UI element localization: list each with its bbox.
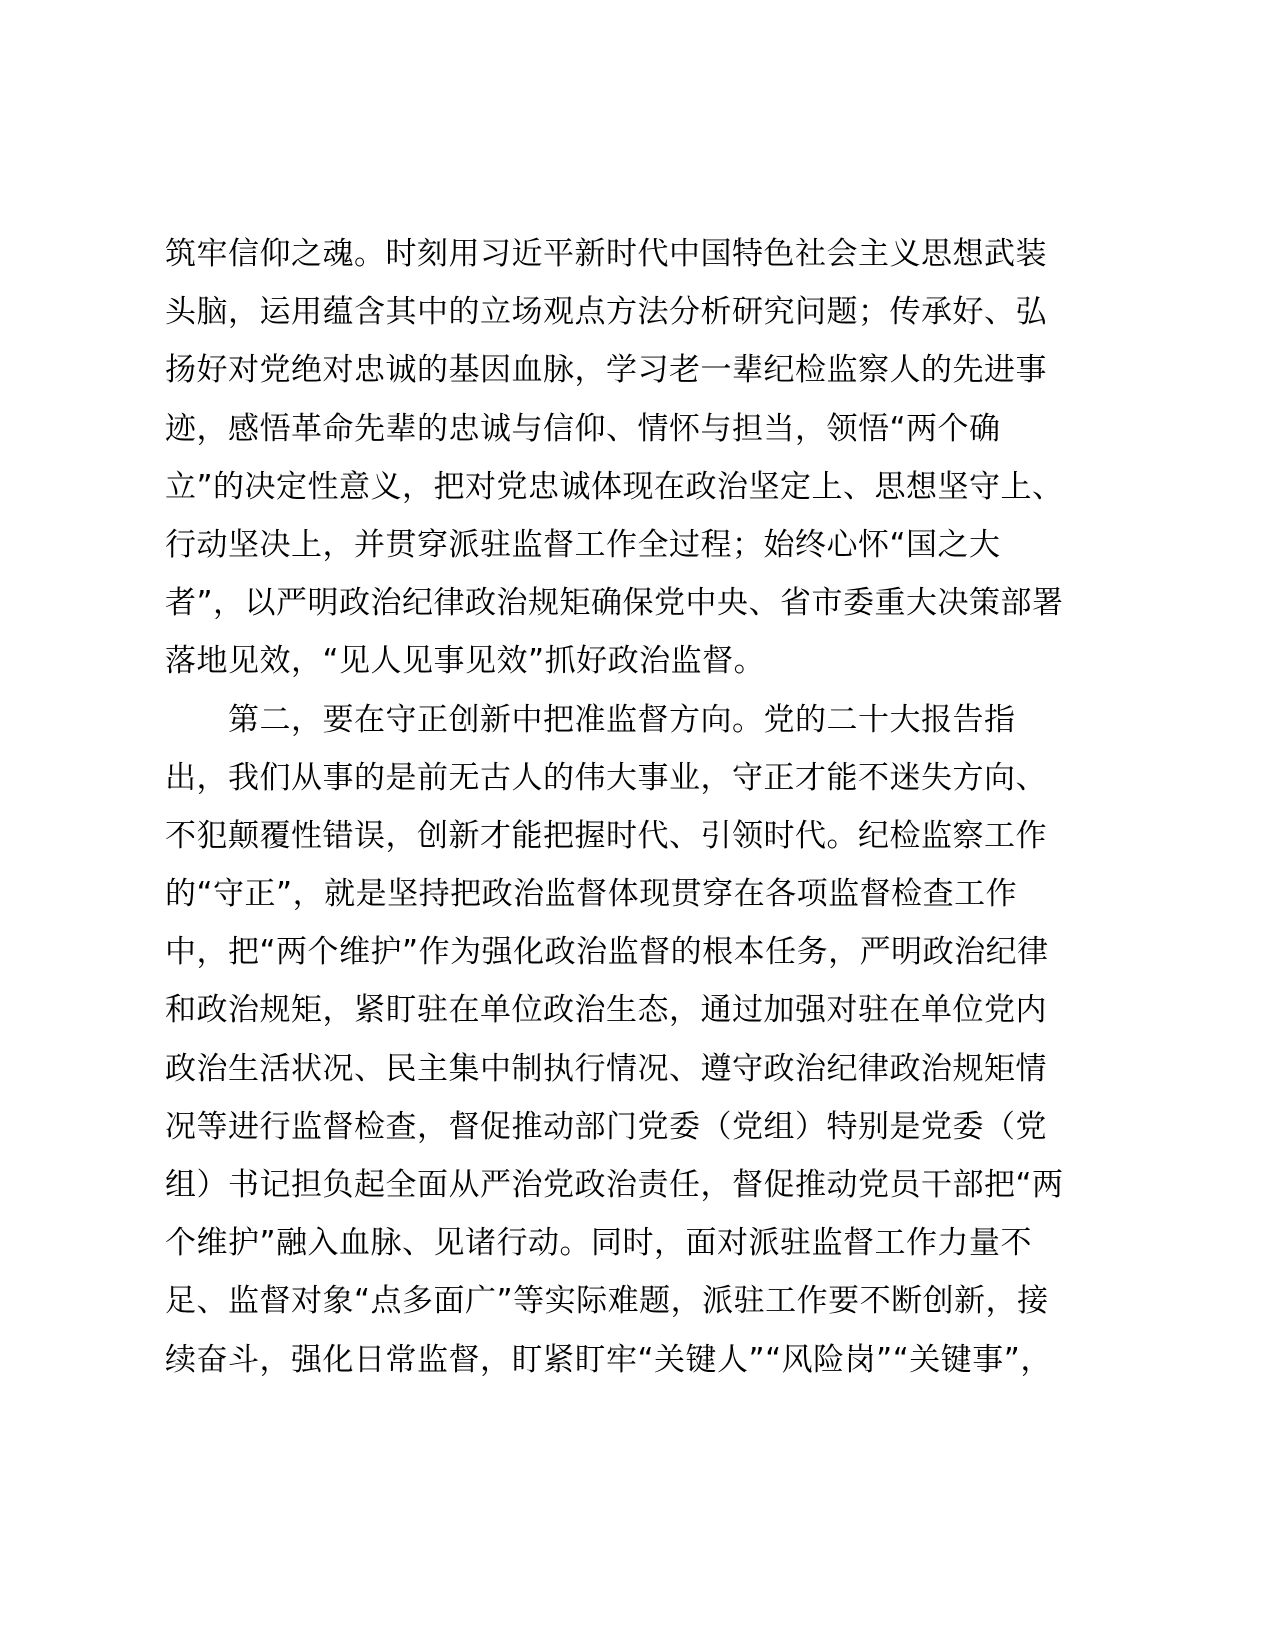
text-line: 个维护”融入血脉、见诸行动。同时，面对派驻监督工作力量不 [165, 1225, 1033, 1262]
text-line: 落地见效，“见人见事见效”抓好政治监督。 [165, 643, 766, 680]
text-line: 筑牢信仰之魂。时刻用习近平新时代中国特色社会主义思想武装 [165, 236, 1047, 272]
text-line: 出，我们从事的是前无古人的伟大事业，守正才能不迷失方向、 [165, 759, 1047, 796]
text-line: 中，把“两个维护”作为强化政治监督的根本任务，严明政治纪律 [165, 934, 1049, 971]
text-line: 况等进行监督检查，督促推动部门党委（党组）特别是党委（党 [165, 1108, 1047, 1145]
text-line: 和政治规矩，紧盯驻在单位政治生态，通过加强对驻在单位党内 [165, 992, 1047, 1029]
text-line: 不犯颠覆性错误，创新才能把握时代、引领时代。纪检监察工作 [165, 817, 1047, 854]
text-line: 扬好对党绝对忠诚的基因血脉，学习老一辈纪检监察人的先进事 [165, 352, 1047, 389]
text-line: 组）书记担负起全面从严治党政治责任，督促推动党员干部把“两 [165, 1167, 1064, 1203]
paragraph-first-line: 第二，要在守正创新中把准监督方向。党的二十大报告指 [228, 701, 1016, 738]
document-body [165, 225, 1125, 1389]
text-line: 的“守正”，就是坚持把政治监督体现贯穿在各项监督检查工作 [165, 876, 1018, 913]
text-line: 迹，感悟革命先辈的忠诚与信仰、情怀与担当，领悟“两个确 [165, 410, 1001, 447]
text-line: 足、监督对象“点多面广”等实际难题，派驻工作要不断创新，接 [165, 1283, 1049, 1320]
text-line: 续奋斗，强化日常监督，盯紧盯牢“关键人”“风险岗”“关键事”， [165, 1341, 1052, 1378]
text-line: 立”的决定性意义，把对党忠诚体现在政治坚定上、思想坚守上、 [165, 468, 1064, 505]
text-line: 者”，以严明政治纪律政治规矩确保党中央、省市委重大决策部署 [165, 585, 1064, 622]
text-line: 行动坚决上，并贯穿派驻监督工作全过程；始终心怀“国之大 [165, 526, 1001, 563]
text-line: 头脑，运用蕴含其中的立场观点方法分析研究问题；传承好、弘 [165, 294, 1047, 331]
text-line: 政治生活状况、民主集中制执行情况、遵守政治纪律政治规矩情 [165, 1050, 1047, 1087]
